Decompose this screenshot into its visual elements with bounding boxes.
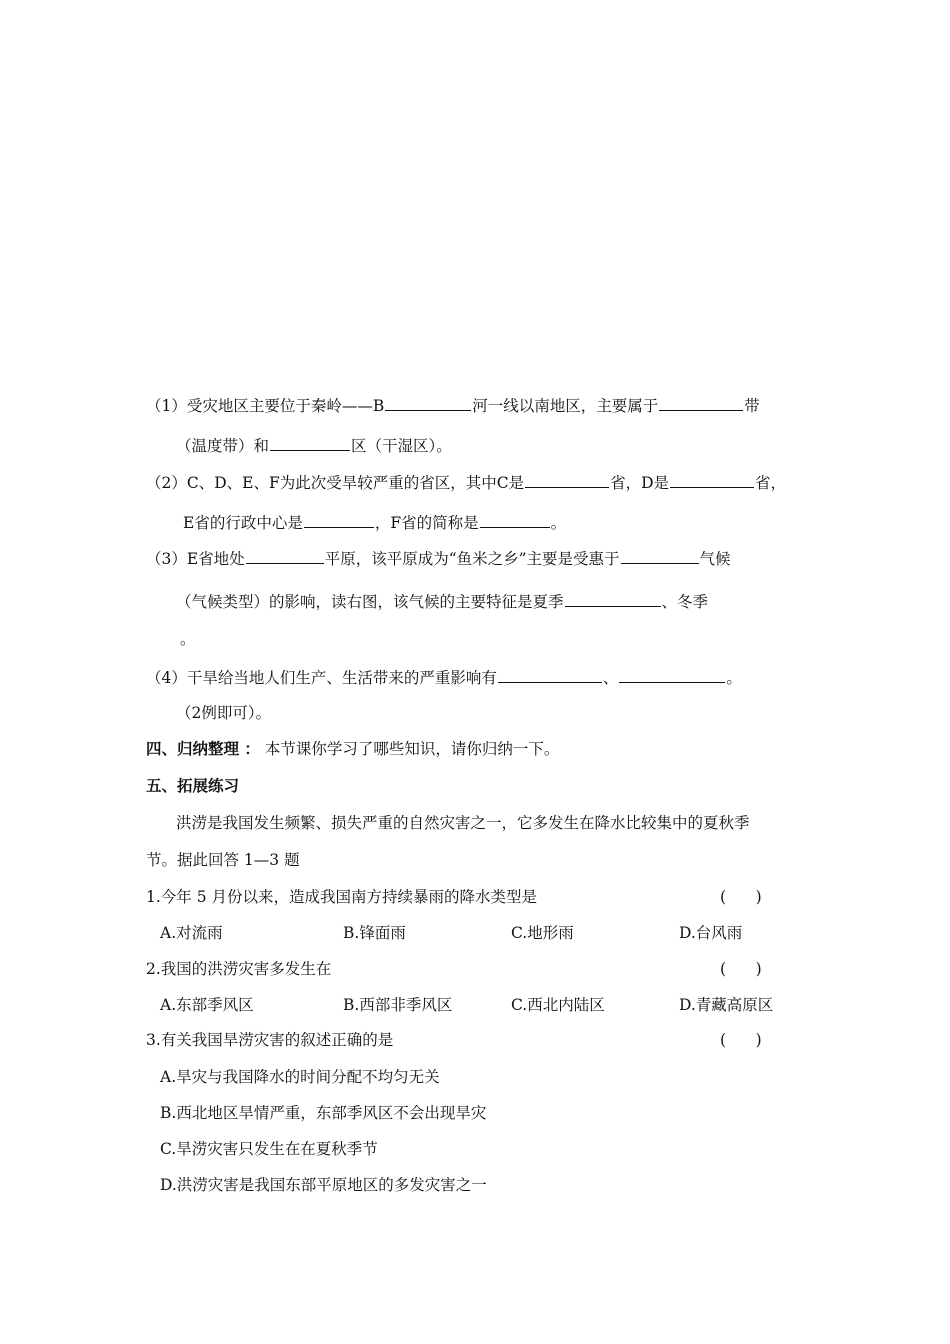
mc-question-1-option-c[interactable]: C.地形雨 [511, 924, 574, 942]
q2-line1 [146, 471, 786, 494]
q3-text-e: 、冬季 [661, 593, 709, 611]
mc-question-1-answer-paren[interactable]: ( ) [720, 888, 762, 906]
q3-text-f: 。 [180, 630, 196, 648]
part4-line [146, 738, 559, 760]
answer-blank[interactable] [525, 471, 609, 488]
q3-text-c: 气候 [699, 550, 731, 568]
q4-text-b: 、 [602, 669, 619, 687]
q4-line1 [146, 666, 742, 689]
q3-text-b: 平原，该平原成为“鱼米之乡”主要是受惠于 [324, 550, 620, 568]
answer-blank[interactable] [565, 590, 661, 607]
q3-text-d: （气候类型）的影响，读右图，该气候的主要特征是夏季 [176, 593, 564, 611]
part5-intro-line2: 节。据此回答 1—3 题 [146, 851, 300, 869]
part4-text: 本节课你学习了哪些知识，请你归纳一下。 [259, 740, 560, 758]
answer-blank[interactable] [498, 666, 602, 683]
mc-question-2-option-a[interactable]: A.东部季风区 [160, 996, 254, 1014]
answer-blank[interactable] [670, 471, 754, 488]
q2-line2 [183, 511, 566, 534]
mc-question-2-stem: 2.我国的洪涝灾害多发生在 [146, 960, 332, 978]
q1-line1 [146, 394, 760, 417]
q3-text-a: （3）E省地处 [146, 550, 245, 568]
answer-blank[interactable] [304, 511, 374, 528]
answer-blank[interactable] [659, 394, 743, 411]
q4-text-a: （4）干旱给当地人们生产、生活带来的严重影响有 [146, 669, 497, 687]
q3-line3 [180, 628, 196, 650]
mc-question-1-option-a[interactable]: A.对流雨 [160, 924, 223, 942]
q1-text-a: （1）受灾地区主要位于秦岭——B [146, 397, 385, 415]
part5-intro-line1: 洪涝是我国发生频繁、损失严重的自然灾害之一，它多发生在降水比较集中的夏秋季 [176, 814, 750, 832]
q2-text-c: 省， [755, 474, 787, 492]
mc-question-3-stem: 3.有关我国旱涝灾害的叙述正确的是 [146, 1031, 394, 1049]
mc-question-1-option-b[interactable]: B.锋面雨 [343, 924, 406, 942]
mc-question-2-option-b[interactable]: B.西部非季风区 [343, 996, 453, 1014]
mc-question-3-option-d[interactable]: D.洪涝灾害是我国东部平原地区的多发灾害之一 [160, 1176, 487, 1194]
q2-text-e: ，F省的简称是 [374, 514, 479, 532]
part4-heading: 四、归纳整理 ： [146, 739, 260, 758]
q3-line1 [146, 547, 731, 570]
q2-text-a: （2）C、D、E、F为此次受旱较严重的省区，其中C是 [146, 474, 525, 492]
answer-blank[interactable] [246, 547, 324, 564]
answer-blank[interactable] [385, 394, 471, 411]
mc-question-1-option-d[interactable]: D.台风雨 [679, 924, 743, 942]
part5-heading: 五、拓展练习 [146, 776, 240, 795]
mc-question-3-option-b[interactable]: B.西北地区旱情严重，东部季风区不会出现旱灾 [160, 1104, 487, 1122]
mc-question-3-answer-paren[interactable]: ( ) [720, 1031, 762, 1049]
mc-question-2-option-d[interactable]: D.青藏高原区 [679, 996, 774, 1014]
mc-question-2-answer-paren[interactable]: ( ) [720, 960, 762, 978]
q2-text-b: 省，D是 [610, 474, 670, 492]
mc-question-3-option-c[interactable]: C.旱涝灾害只发生在在夏秋季节 [160, 1140, 378, 1158]
q4-text-c: 。 [726, 669, 742, 687]
q4-text-d: （2例即可）。 [176, 704, 272, 722]
q1-text-d: （温度带）和 [176, 437, 270, 455]
mc-question-2-option-c[interactable]: C.西北内陆区 [511, 996, 605, 1014]
mc-question-1-stem: 1.今年 5 月份以来，造成我国南方持续暴雨的降水类型是 [146, 888, 538, 906]
answer-blank[interactable] [270, 434, 350, 451]
answer-blank[interactable] [621, 547, 699, 564]
answer-blank[interactable] [619, 666, 725, 683]
mc-question-3-option-a[interactable]: A.旱灾与我国降水的时间分配不均匀无关 [160, 1068, 440, 1086]
q1-text-e: 区（干湿区）。 [351, 437, 452, 455]
q2-text-f: 。 [550, 514, 567, 532]
q1-text-b: 河一线以南地区，主要属于 [472, 397, 659, 415]
q2-text-d: E省的行政中心是 [183, 514, 303, 532]
q1-text-c: 带 [744, 397, 760, 415]
answer-blank[interactable] [480, 511, 550, 528]
q3-line2 [176, 590, 708, 613]
q4-line2 [176, 702, 271, 724]
q1-line2 [176, 434, 452, 457]
